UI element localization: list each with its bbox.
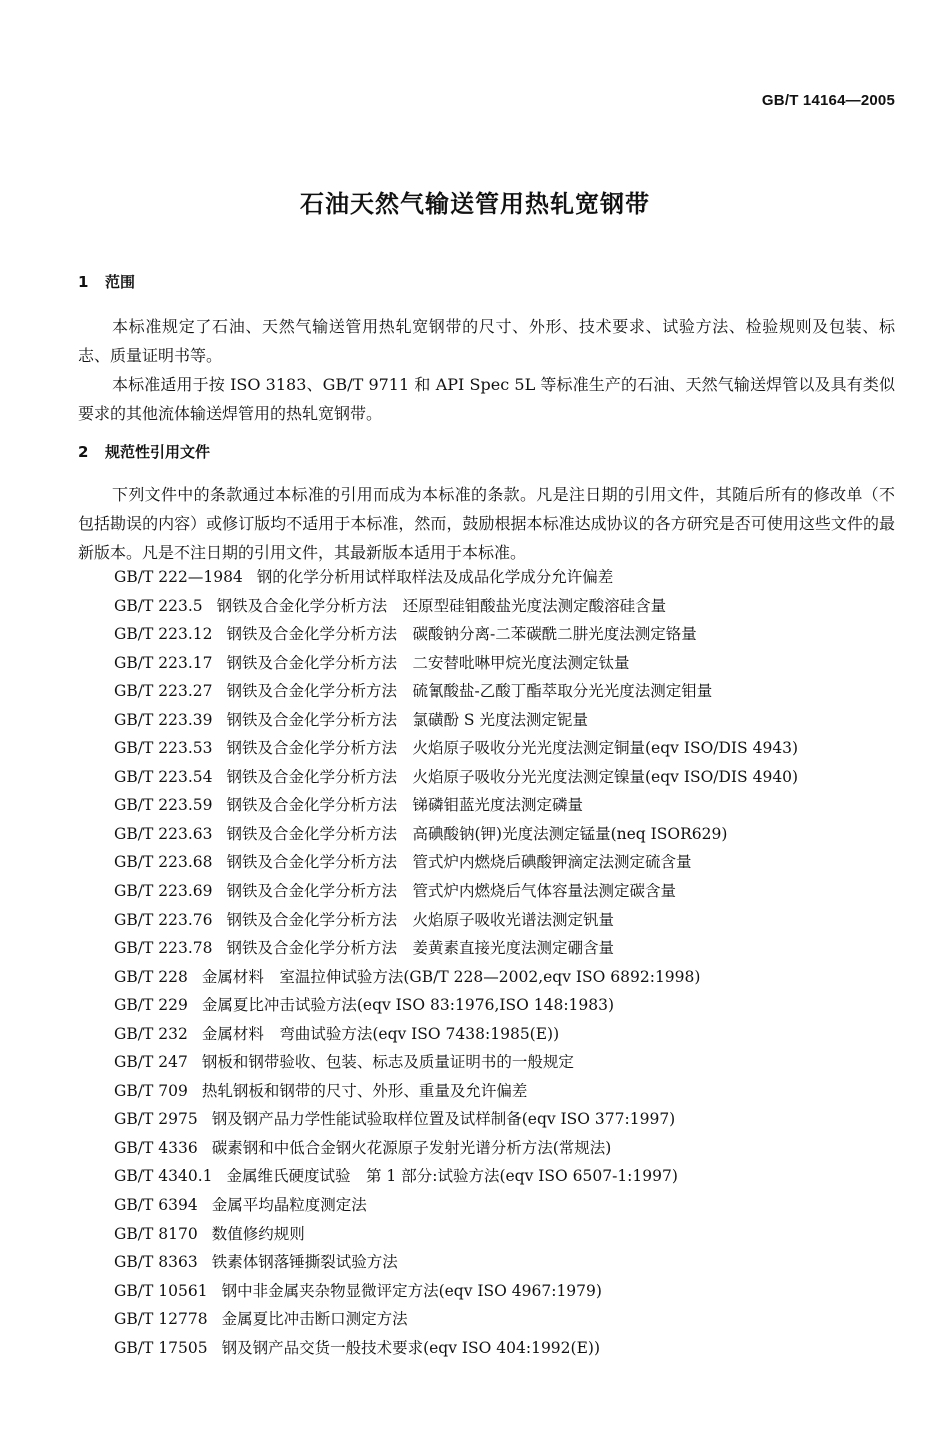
reference-title: 数值修约规则	[211, 1224, 305, 1243]
scope-paragraph-1: 本标准规定了石油、天然气输送管用热轧宽钢带的尺寸、外形、技术要求、试验方法、检验规则及包装、标志、质量证明书等。	[78, 317, 895, 365]
reference-title: 钢铁及合金化学分析方法 二安替吡啉甲烷光度法测定钛量	[226, 653, 630, 672]
reference-code: GB/T 223.69	[114, 882, 213, 901]
reference-title: 钢铁及合金化学分析方法 碳酸钠分离-二苯碳酰二肼光度法测定铬量	[226, 625, 697, 644]
reference-item	[114, 963, 798, 992]
reference-code: GB/T 4336	[114, 1138, 198, 1157]
reference-code: GB/T 223.63	[114, 824, 213, 843]
reference-item	[114, 763, 798, 792]
reference-code: GB/T 223.54	[114, 767, 213, 786]
reference-item	[114, 1048, 798, 1077]
section-title: 范围	[105, 273, 136, 291]
reference-item	[114, 1077, 798, 1106]
reference-title: 金属夏比冲击试验方法(eqv ISO 83:1976,ISO 148:1983)	[201, 996, 615, 1015]
reference-item	[114, 1020, 798, 1049]
reference-code: GB/T 8170	[114, 1224, 198, 1243]
reference-title: 钢的化学分析用试样取样法及成品化学成分允许偏差	[256, 568, 614, 586]
section-number: 2	[78, 443, 89, 461]
reference-code: GB/T 247	[114, 1053, 188, 1072]
reference-title: 金属维氏硬度试验 第 1 部分:试验方法(eqv ISO 6507-1:1997)	[226, 1167, 678, 1186]
section-title: 规范性引用文件	[105, 443, 211, 461]
reference-item	[114, 734, 798, 763]
reference-title: 钢及钢产品力学性能试验取样位置及试样制备(eqv ISO 377:1997)	[211, 1110, 676, 1129]
reference-item	[114, 820, 798, 849]
reference-code: GB/T 10561	[114, 1281, 208, 1300]
reference-code: GB/T 222—1984	[114, 568, 243, 586]
reference-code: GB/T 232	[114, 1024, 188, 1043]
reference-title: 钢铁及合金化学分析方法 氯磺酚 S 光度法测定铌量	[226, 710, 588, 729]
scope-paragraph-2: 本标准适用于按 ISO 3183、GB/T 9711 和 API Spec 5L 等标准生产的石油、天然气输送焊管以及具有类似要求的其他流体输送焊管用的热轧宽钢带。	[78, 375, 895, 423]
reference-item	[114, 706, 798, 735]
reference-code: GB/T 228	[114, 967, 188, 986]
reference-title: 钢铁及合金化学分析方法 高碘酸钠(钾)光度法测定锰量(neq ISOR629)	[226, 824, 728, 843]
reference-code: GB/T 223.53	[114, 739, 213, 758]
reference-title: 钢铁及合金化学分析方法 姜黄素直接光度法测定硼含量	[226, 939, 615, 958]
reference-title: 钢铁及合金化学分析方法 火焰原子吸收光谱法测定钒量	[226, 910, 615, 929]
reference-code: GB/T 223.39	[114, 710, 213, 729]
reference-title: 金属夏比冲击断口测定方法	[221, 1310, 408, 1329]
reference-item	[114, 1134, 798, 1163]
reference-title: 钢铁及合金化学分析方法 管式炉内燃烧后气体容量法测定碳含量	[226, 882, 677, 901]
reference-title: 钢铁及合金化学分析方法 锑磷钼蓝光度法测定磷量	[226, 796, 584, 815]
reference-item	[114, 934, 798, 963]
reference-title: 钢铁及合金化学分析方法 管式炉内燃烧后碘酸钾滴定法测定硫含量	[226, 853, 692, 872]
reference-item	[114, 991, 798, 1020]
reference-item	[114, 592, 798, 621]
reference-code: GB/T 223.5	[114, 596, 203, 615]
reference-code: GB/T 223.27	[114, 682, 213, 701]
reference-code: GB/T 223.78	[114, 939, 213, 958]
reference-item	[114, 1305, 798, 1334]
section-number: 1	[78, 273, 89, 291]
reference-item	[114, 1334, 798, 1363]
reference-title: 金属平均晶粒度测定法	[211, 1196, 367, 1215]
reference-item	[114, 877, 798, 906]
section-heading-scope	[78, 271, 135, 292]
reference-list	[114, 563, 798, 1362]
reference-code: GB/T 223.59	[114, 796, 213, 815]
reference-item	[114, 649, 798, 678]
reference-title: 钢铁及合金化学分析方法 火焰原子吸收分光光度法测定铜量(eqv ISO/DIS 4943)	[226, 739, 799, 758]
reference-item	[114, 791, 798, 820]
reference-code: GB/T 223.68	[114, 853, 213, 872]
reference-item	[114, 848, 798, 877]
reference-code: GB/T 2975	[114, 1110, 198, 1129]
reference-code: GB/T 6394	[114, 1196, 198, 1215]
reference-item	[114, 1162, 798, 1191]
reference-code: GB/T 17505	[114, 1338, 208, 1357]
standard-code: GB/T 14164—2005	[761, 92, 895, 109]
reference-item	[114, 1220, 798, 1249]
reference-title: 铁素体钢落锤撕裂试验方法	[211, 1253, 398, 1272]
reference-item	[114, 906, 798, 935]
reference-item	[114, 1248, 798, 1277]
reference-code: GB/T 223.17	[114, 653, 213, 672]
reference-code: GB/T 4340.1	[114, 1167, 213, 1186]
reference-code: GB/T 229	[114, 996, 188, 1015]
reference-title: 钢铁及合金化学分析方法 火焰原子吸收分光光度法测定镍量(eqv ISO/DIS 4940)	[226, 767, 799, 786]
references-intro-paragraph: 下列文件中的条款通过本标准的引用而成为本标准的条款。凡是注日期的引用文件，其随后所有的修改单（不包括勘误的内容）或修订版均不适用于本标准，然而，鼓励根据本标准达成协议的各方研究是否可使用这些文件的最新版本。凡是不注日期的引用文件，其最新版本适用于本标准。	[78, 485, 895, 562]
reference-item	[114, 677, 798, 706]
reference-title: 钢板和钢带验收、包装、标志及质量证明书的一般规定	[201, 1053, 574, 1072]
reference-item	[114, 620, 798, 649]
reference-code: GB/T 223.12	[114, 625, 213, 644]
reference-item	[114, 1277, 798, 1306]
reference-item	[114, 1191, 798, 1220]
reference-title: 钢铁及合金化学分析方法 还原型硅钼酸盐光度法测定酸溶硅含量	[216, 596, 667, 615]
reference-code: GB/T 12778	[114, 1310, 208, 1329]
reference-title: 钢铁及合金化学分析方法 硫氰酸盐-乙酸丁酯萃取分光光度法测定钼量	[226, 682, 713, 701]
reference-item	[114, 563, 798, 592]
reference-title: 金属材料 弯曲试验方法(eqv ISO 7438:1985(E))	[201, 1024, 560, 1043]
reference-item	[114, 1105, 798, 1134]
reference-code: GB/T 709	[114, 1081, 188, 1100]
document-title: 石油天然气输送管用热轧宽钢带	[300, 190, 650, 218]
reference-title: 钢及钢产品交货一般技术要求(eqv ISO 404:1992(E))	[221, 1338, 600, 1357]
section-heading-normative-references	[78, 441, 210, 462]
reference-code: GB/T 223.76	[114, 910, 213, 929]
reference-title: 碳素钢和中低合金钢火花源原子发射光谱分析方法(常规法)	[211, 1138, 612, 1157]
reference-code: GB/T 8363	[114, 1253, 198, 1272]
reference-title: 钢中非金属夹杂物显微评定方法(eqv ISO 4967:1979)	[221, 1281, 602, 1300]
reference-title: 热轧钢板和钢带的尺寸、外形、重量及允许偏差	[201, 1081, 528, 1100]
reference-title: 金属材料 室温拉伸试验方法(GB/T 228—2002,eqv ISO 6892:1998)	[201, 967, 701, 986]
